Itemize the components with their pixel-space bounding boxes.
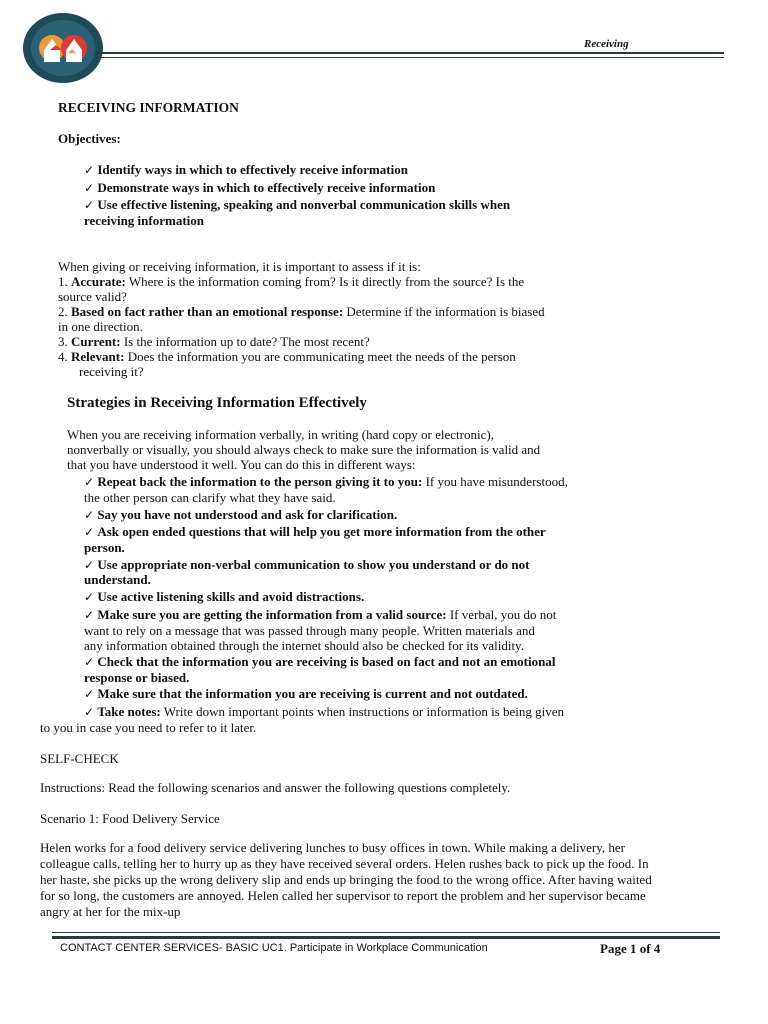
- section-title: RECEIVING INFORMATION: [58, 100, 239, 115]
- strategy-tip: ✓ Ask open ended questions that will help you get more information from the other: [84, 524, 546, 539]
- company-logo: [22, 12, 104, 84]
- strategy-tip: ✓ Say you have not understood and ask for clarification.: [84, 507, 398, 522]
- strategy-tip-continued: response or biased.: [84, 670, 190, 685]
- strategy-tip-continued: understand.: [84, 572, 151, 587]
- footer-rule: [52, 936, 720, 939]
- scenario-title: Scenario 1: Food Delivery Service: [40, 811, 220, 826]
- strategy-tip: ✓ Make sure that the information you are receiving is current and not outdated.: [84, 686, 528, 701]
- strategies-title: Strategies in Receiving Information Effectively: [67, 395, 367, 411]
- objective-item: ✓ Demonstrate ways in which to effectively receive information: [84, 180, 436, 195]
- strategy-tip-continued: person.: [84, 540, 125, 555]
- strategies-intro: nonverbally or visually, you should always check to make sure the information is valid and: [67, 442, 541, 457]
- strategy-tip-continued: the other person can clarify what they have said.: [84, 490, 336, 505]
- check-icon: ✓: [84, 590, 95, 604]
- footer-course-title: CONTACT CENTER SERVICES- BASIC UC1. Participate in Workplace Communication: [60, 942, 488, 954]
- check-icon: ✓: [84, 525, 95, 539]
- header-rule: [96, 52, 724, 54]
- criterion-item: 4. Relevant: Does the information you are communicating meet the needs of the person: [58, 349, 516, 364]
- check-icon: ✓: [84, 508, 95, 522]
- strategy-tip: ✓ Take notes: Write down important points when instructions or information is being given: [84, 704, 565, 719]
- criterion-continued: receiving it?: [79, 364, 144, 379]
- strategy-tip: ✓ Repeat back the information to the person giving it to you: If you have misunderstood,: [84, 474, 568, 489]
- check-icon: ✓: [84, 198, 95, 212]
- strategies-intro: that you have understood it well. You can do this in different ways:: [67, 457, 416, 472]
- footer-rule-thin: [52, 932, 720, 933]
- scenario-text: Helen works for a food delivery service delivering lunches to busy offices in town. While making a delivery, her: [40, 840, 625, 855]
- strategy-tip-continued: to you in case you need to refer to it later.: [40, 720, 257, 735]
- objectives-heading: Objectives:: [58, 131, 121, 146]
- objective-item-continued: receiving information: [84, 213, 204, 228]
- check-icon: ✓: [84, 608, 95, 622]
- strategy-tip-continued: any information obtained through the internet should also be checked for its validity.: [84, 638, 524, 653]
- scenario-text: her haste, she picks up the wrong delivery slip and ends up bringing the food to the wrong office. After having waited: [40, 872, 652, 887]
- objective-item: ✓ Identify ways in which to effectively receive information: [84, 162, 408, 177]
- check-icon: ✓: [84, 475, 95, 489]
- criterion-item: 1. Accurate: Where is the information coming from? Is it directly from the source? Is the: [58, 274, 525, 289]
- check-icon: ✓: [84, 705, 95, 719]
- strategy-tip: ✓ Use appropriate non-verbal communication to show you understand or do not: [84, 557, 530, 572]
- scenario-text: for so long, the customers are annoyed. Helen called her supervisor to report the problem and her supervisor became: [40, 888, 646, 903]
- criterion-continued: source valid?: [58, 289, 127, 304]
- strategy-tip: ✓ Make sure you are getting the information from a valid source: If verbal, you do not: [84, 607, 557, 622]
- strategies-intro: When you are receiving information verbally, in writing (hard copy or electronic),: [67, 427, 494, 442]
- scenario-text: angry at her for the mix-up: [40, 904, 181, 919]
- check-icon: ✓: [84, 181, 95, 195]
- running-header: Receiving: [584, 38, 629, 50]
- check-icon: ✓: [84, 558, 95, 572]
- strategy-tip: ✓ Check that the information you are receiving is based on fact and not an emotional: [84, 654, 556, 669]
- self-check-instructions: Instructions: Read the following scenarios and answer the following questions completely.: [40, 780, 511, 795]
- footer-page-number: Page 1 of 4: [600, 941, 661, 956]
- self-check-heading: SELF-CHECK: [40, 751, 119, 766]
- check-icon: ✓: [84, 655, 95, 669]
- strategy-tip-continued: want to rely on a message that was passed through many people. Written materials and: [84, 623, 535, 638]
- header-rule-thin: [96, 57, 724, 58]
- strategy-tip: ✓ Use active listening skills and avoid distractions.: [84, 589, 365, 604]
- assess-intro: When giving or receiving information, it is important to assess if it is:: [58, 259, 421, 274]
- check-icon: ✓: [84, 163, 95, 177]
- objective-item: ✓ Use effective listening, speaking and nonverbal communication skills when: [84, 197, 511, 212]
- criterion-continued: in one direction.: [58, 319, 143, 334]
- check-icon: ✓: [84, 687, 95, 701]
- criterion-item: 3. Current: Is the information up to date? The most recent?: [58, 334, 370, 349]
- scenario-text: colleague calls, telling her to hurry up as they have received several orders. Helen rushes back to pick up the food. In: [40, 856, 649, 871]
- criterion-item: 2. Based on fact rather than an emotional response: Determine if the information is biased: [58, 304, 545, 319]
